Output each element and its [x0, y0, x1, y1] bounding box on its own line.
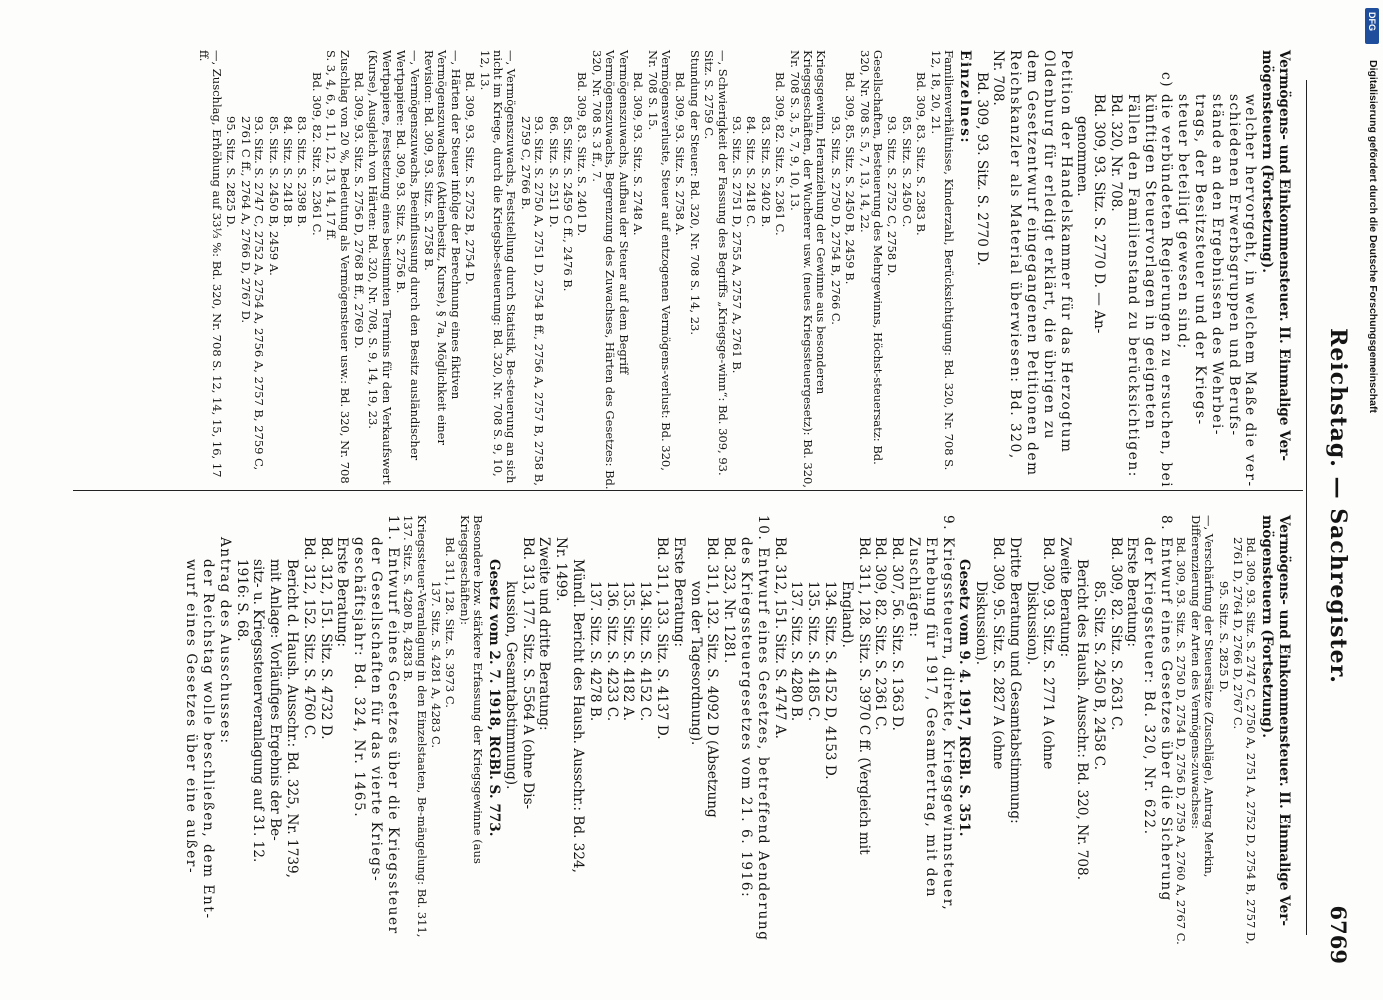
left-entry-line: Kriegsgewinn, Heranziehung der Gewinne aus besonderen Kriegsgeschäften, der Wucherer usw. (neues Kriegssteuergesetz): Bd. 320, Nr. 708 S. 3, 5, 7, 9, 10, 13. [787, 50, 829, 492]
dfg-logo [1365, 8, 1379, 44]
left-entry-line: —, Zuschlag, Erhöhung auf 33⅓ %: Bd. 320, Nr. 708 S. 12, 14, 15, 16, 17 ff. [196, 50, 224, 482]
right-entry-line: Bd. 309, 82. Sitz. S. 2631 C. [1107, 537, 1124, 731]
left-entry-line: Fällen den Familienstand zu berücksichtigen: [1124, 94, 1141, 478]
left-entry-line: 93. Sitz. S. 2747 C, 2752 A, 2754 A, 2756 A, 2757 B, 2759 C, 2761 C ff., 2764 A, 2766 D, 2767 D. [238, 116, 267, 474]
left-entry-line: Bd. 309, 93. Sitz. S. 2752 B, 2754 D. [463, 72, 478, 285]
left-entry-line: Bd. 320, Nr. 708. [1108, 94, 1125, 212]
right-entry-line: Antrag des Ausschusses: [216, 537, 233, 745]
left-entry-line: mögensteuern (Fortsetzung). [1259, 50, 1276, 273]
right-entry-line: Kriegssteuer-Veranlagung in den Einzelstaaten, Be-mängelung: Bd. 311, 137. Sitz. S. 4280 B, 4283 B. [401, 515, 429, 942]
right-entry-line: Erste Beratung: [670, 537, 687, 648]
right-entry-line: Bd. 311, 128. Sitz. S. 3970 C ff. (Vergleich mit [855, 537, 872, 855]
dfg-logo-text: DFG [1367, 12, 1377, 31]
left-entry-line: 83. Sitz. S. 2398 B. [295, 116, 310, 228]
left-entry-line: 85. Sitz. S. 2459 C ff., 2476 B. [561, 116, 576, 292]
left-entry-line: —, Härten der Steuer infolge der Berechnung eines fiktiven Vermögenszuwachses (Aktienbesitz, Kurse), § 7a, Möglichkeit einer Revision: Bd. 309, 93. Sitz. S. 2758 B. [422, 50, 463, 449]
right-entry-line: 11. Entwurf eines Gesetzes über die Kriegssteuer [384, 515, 401, 935]
digitization-note [1365, 60, 1381, 760]
left-entry-line: 93. Sitz. S. 2750 A, 2751 D, 2754 B ff., 2756 A, 2757 B, 2758 B, 2759 C, 2766 B. [518, 116, 547, 490]
right-entry-line: sitz- u. Kriegssteuerveranlagung auf 31. 12. [250, 559, 267, 863]
right-entry-line: England). [838, 581, 855, 648]
right-entry-line: 136. Sitz. S. 4233 C. [603, 581, 620, 722]
right-entry-line: 137. Sitz. S. 4281 A, 4283 C. [429, 581, 444, 749]
right-entry-line: Gesetz vom 2. 7. 1918, RGBl. S. 773. [486, 559, 503, 837]
right-entry-line: Bd. 309, 93. Sitz. S. 2747 C, 2750 A, 2751 A, 2752 D, 2754 B, 2757 D, 2761 D, 2764 D, 2766 D, 2767 C. [1231, 537, 1259, 949]
left-entry-line: Petition der Handelskammer für das Herzogtum [1057, 50, 1074, 454]
right-entry-line: 9. Kriegssteuern, direkte, Kriegsgewinnsteuer, [939, 515, 956, 912]
left-entry-line: Zuschlag von 20 %, Bedeutung als Vermögensteuer usw.: Bd. 320, Nr. 708 S. 3, 4, 6, 9, 11, 12, 13, 14, 17 ff. [324, 50, 352, 488]
left-entry-line: 86. Sitz. S. 2511 D. [546, 116, 561, 228]
right-entry-line: 85. Sitz. S. 2450 B, 2458 C. [1090, 581, 1107, 771]
left-entry-line: 85. Sitz. S. 2450 B, 2459 A. [266, 116, 281, 276]
right-entry-line: Erste Beratung: [334, 537, 351, 648]
left-entry-line: Bd. 309, 83. Sitz. S. 2401 D. [575, 72, 590, 237]
left-entry-line: Nr. 708. [990, 50, 1007, 106]
left-entry-line: Bd. 309, 82. Sitz. S. 2361 C. [309, 72, 324, 236]
right-entry-line: Bericht des Haush. Ausschr.: Bd. 320, Nr. 708. [1073, 559, 1090, 881]
column-divider [73, 490, 1303, 491]
left-entry-line: Bd. 309, 93. Sitz. S. 2756 D, 2768 B ff., 2769 D. [352, 72, 366, 349]
right-entry-line: der Gesellschaften für das vierte Kriegs- [368, 537, 385, 883]
page-number: 6769 [1326, 905, 1351, 964]
left-entry-line: dem Gesetzentwurf eingegangenen Petitionen dem [1024, 50, 1041, 477]
left-entry-line: —, Schwierigkeit der Fassung des Begriffs „Kriegsge-winn“: Bd. 309, 93. Sitz. S. 2759 C. [702, 50, 730, 480]
right-entry-line: 135. Sitz. S. 4182 A. [620, 581, 637, 722]
right-entry-line: Bd. 309, 95. Sitz. S. 2827 A (ohne [990, 537, 1006, 770]
right-entry-line: Gesetz vom 9. 4. 1917, RGBl. S. 351. [956, 559, 973, 837]
left-column [61, 50, 1292, 494]
right-entry-line: Dritte Beratung und Gesamtabstimmung: [1006, 537, 1023, 824]
left-entry-line: 93. Sitz. S. 2752 C, 2758 D. [885, 116, 900, 277]
right-entry-line: 134. Sitz. S. 4152 D, 4153 D. [822, 581, 839, 780]
right-entry-line: Bd. 312, 151. Sitz. S. 4747 A. [771, 537, 788, 739]
right-entry-line: Bd. 311, 132. Sitz. S. 4092 D (Absetzung [704, 537, 721, 818]
left-entry-line: welcher hervorgeht, in welchem Maße die ver- [1242, 94, 1259, 488]
left-entry-line: 95. Sitz. S. 2825 D. [224, 116, 239, 228]
right-entry-line: der Reichstag wolle beschließen, dem Ent- [200, 559, 217, 920]
right-entry-line: Bd. 312, 152. Sitz. S. 4760 C. [300, 537, 317, 740]
left-entry-line: Reichskanzler als Material überwiesen: Bd. 320, [1007, 50, 1024, 460]
right-entry-line: mögensteuern (Fortsetzung). [1259, 515, 1276, 738]
left-entry-line: —, Vermögenszuwachs, Beeinflussung durch den Besitz ausländischer Wertpapiere: Bd. 309, 93. Sitz. S. 2756 B. [394, 50, 422, 464]
left-entry-line: Familienverhältnisse, Kinderzahl, Berücksichtigung: Bd. 320, Nr. 708 S. 12, 18, 20, 21. [928, 50, 957, 474]
left-entry-line: Vermögensverluste, Steuer auf entzogenen Vermögens-verlust: Bd. 320, Nr. 708 S. 15. [645, 50, 673, 475]
right-entry-line: kussion, Gesamtabstimmung). [502, 581, 519, 790]
right-entry-line: —, Verschärfung der Steuersätze (Zuschläge), Antrag Merkin, Differenzierung der Arten des Vermögens-zuwachses: [1188, 515, 1217, 882]
right-entry-line: Zuschlägen: [906, 537, 923, 639]
right-entry-line: Bd. 312, 151. Sitz. S. 4732 D. [317, 537, 334, 740]
left-entry-line: Vermögenszuwachs, Aufbau der Steuer auf dem Begriff Vermögenszuwachs, Begrenzung des Zuwachses, Härten des Gesetzes: Bd. 320, Nr. 708 S. 3 ff., 7. [589, 50, 631, 494]
left-entry-line: 84. Sitz. S. 2418 B. [280, 116, 295, 228]
header-rule [1306, 80, 1307, 935]
left-entry-line: Gesellschaften, Besteuerung des Mehrgewinns, Höchst-steuersatz: Bd. 320, Nr. 708 S. 5, 7, 13, 14, 22. [857, 50, 886, 469]
left-entry-line: steuer beteiligt gewesen sind; [1175, 94, 1192, 350]
left-entry-line: Oldenburg für erledigt erklärt, die übrigen zu [1040, 50, 1057, 440]
right-entry-line: Nr. 1499. [553, 537, 570, 602]
left-entry-line: Bd. 309, 93. Sitz. S. 2770 D. [973, 72, 990, 266]
right-entry-line: 1916: S. 68. [233, 559, 250, 642]
left-entry-line: genommen. [1074, 116, 1091, 197]
right-entry-line: Bd. 307, 56. Sitz. S. 1363 D. [889, 537, 906, 731]
left-entry-line: schiedenen Erwerbsgruppen und Berufs- [1225, 94, 1242, 437]
left-entry-line: 84. Sitz. S. 2418 C. [744, 116, 759, 228]
right-entry-line: Vermögens- und Einkommensteuer. II. Einmalige Ver- [1276, 515, 1292, 927]
left-entry-line: —, Vermögenszuwachs, Feststellung durch Statistik, Be-steuerung an sich nicht im Kriege, durch die Kriegsbe-steuerung: Bd. 320, Nr. 708 S. 9, 10, 12, 13. [477, 50, 519, 488]
left-entry-line: 93. Sitz. S. 2750 D, 2754 B, 2766 C. [828, 116, 843, 325]
left-entry-line: Bd. 309, 93. Sitz. S. 2758 A. [673, 72, 688, 236]
left-entry-line: Bd. 309, 82. Sitz. S. 2361 C. [773, 72, 788, 236]
left-entry-line: Einzelnes: [956, 50, 973, 145]
page-header [1315, 36, 1351, 964]
right-entry-line: Bd. 309, 82. Sitz. S. 2361 C. [872, 537, 889, 731]
left-entry-line: Bd. 309, 93. Sitz. S. 2770 D. — An- [1091, 94, 1108, 334]
running-title: Reichstag. — Sachregister. [1325, 328, 1351, 684]
right-entry-line: 134. Sitz. S. 4152 C. [637, 581, 654, 722]
right-entry-line: Bd. 311, 133. Sitz. S. 4137 D. [654, 537, 671, 740]
right-entry-line: Erste Beratung: [1124, 537, 1141, 648]
left-entry-line: 93. Sitz. S. 2751 D, 2755 A, 2757 A, 2761 B. [729, 116, 744, 374]
left-entry-line: 83. Sitz. S. 2402 B. [758, 116, 773, 228]
left-entry-line: Bd. 309, 93. Sitz. S. 2748 A. [631, 72, 646, 236]
left-entry-line: Bd. 309, 83. Sitz. S. 2383 B. [914, 72, 929, 236]
left-entry-line: Vermögens- und Einkommensteuer. II. Einmalige Ver- [1276, 50, 1292, 462]
left-entry-line: stände an den Ergebnissen des Wehrbei- [1208, 94, 1225, 437]
right-entry-line: mit Anlage: Vorläufiges Ergebnis der Be- [267, 559, 284, 841]
right-entry-line: Bd. 313, 177. Sitz. S. 5564 A (ohne Dis- [519, 537, 536, 810]
right-entry-line: Zweite Beratung: [1057, 537, 1074, 658]
right-entry-line: der Kriegssteuer: Bd. 320, Nr. 622. [1141, 537, 1158, 836]
right-entry-line: 10. Entwurf eines Gesetzes, betreffend Aenderung [754, 515, 771, 942]
right-entry-line: 8. Entwurf eines Gesetzes über die Sicherung [1157, 515, 1174, 902]
right-entry-line: geschäftsjahr: Bd. 324, Nr. 1465. [351, 537, 368, 819]
right-entry-line: 135. Sitz. S. 4185 C. [805, 581, 822, 722]
right-entry-line: Erhebung für 1917, Gesamtertrag, mit den [922, 537, 939, 899]
right-entry-line: Zweite und dritte Beratung: [536, 537, 553, 731]
right-entry-line: Bericht d. Haush. Ausschr.: Bd. 325, Nr. 1739, [284, 559, 301, 878]
right-entry-line: Bd. 311, 128. Sitz. S. 3973 C. [443, 537, 458, 708]
right-entry-line: Mündl. Bericht des Haush. Ausschr.: Bd. 324, [570, 559, 587, 874]
right-entry-line: Bd. 323, Nr. 1281. [721, 537, 738, 664]
right-entry-line: 95. Sitz. S. 2825 D. [1216, 581, 1231, 693]
right-entry-line: Besondere bzw. stärkere Erfassung der Kriegsgewinne (aus Kriegsgeschäften): [457, 515, 486, 868]
right-entry-line: 137. Sitz. S. 4278 B. [586, 581, 603, 722]
right-entry-line: 137. Sitz. S. 4280 B. [788, 581, 805, 722]
left-entry-line: trags, der Besitzsteuer und der Kriegs- [1192, 94, 1209, 426]
left-entry-line: Bd. 309, 85. Sitz. S. 2450 B, 2459 B. [843, 72, 858, 285]
left-entry-line: c) die verbündeten Regierungen zu ersuchen, bei [1158, 72, 1175, 489]
right-entry-line: Diskussion). [1023, 581, 1040, 666]
left-entry-line: Wertpapiere, Festsetzung eines bestimmten Termins für den Verkaufswert (Kurse), Ausgleich von Härten: Bd. 320, Nr. 708, S. 9, 14, 19, 23. [366, 50, 394, 489]
left-entry-line: 85. Sitz. S. 2450 C. [899, 116, 914, 228]
right-entry-line: wurf eines Gesetzes über eine außer- [183, 559, 200, 875]
right-entry-line: von der Tagesordnung). [687, 581, 704, 746]
digitization-note-text: Digitalisierung gefördert durch die Deutsche Forschungsgemeinschaft [1367, 60, 1379, 413]
left-entry-line: Stundung der Steuer: Bd. 320, Nr. 708 S. 14, 23. [687, 50, 702, 335]
right-entry-line: Bd. 309, 93. Sitz. S. 2750 D, 2754 D, 2756 D, 2759 A, 2760 A, 2767 C. [1174, 537, 1189, 945]
right-entry-line: Bd. 309, 93. Sitz. S. 2771 A (ohne [1040, 537, 1057, 770]
right-column [61, 515, 1291, 955]
right-entry-line: Diskussion). [973, 581, 990, 666]
right-entry-line: des Kriegssteuergesetzes vom 21. 6. 1916: [738, 537, 755, 899]
left-entry-line: künftigen Steuervorlagen in geeigneten [1141, 94, 1158, 431]
